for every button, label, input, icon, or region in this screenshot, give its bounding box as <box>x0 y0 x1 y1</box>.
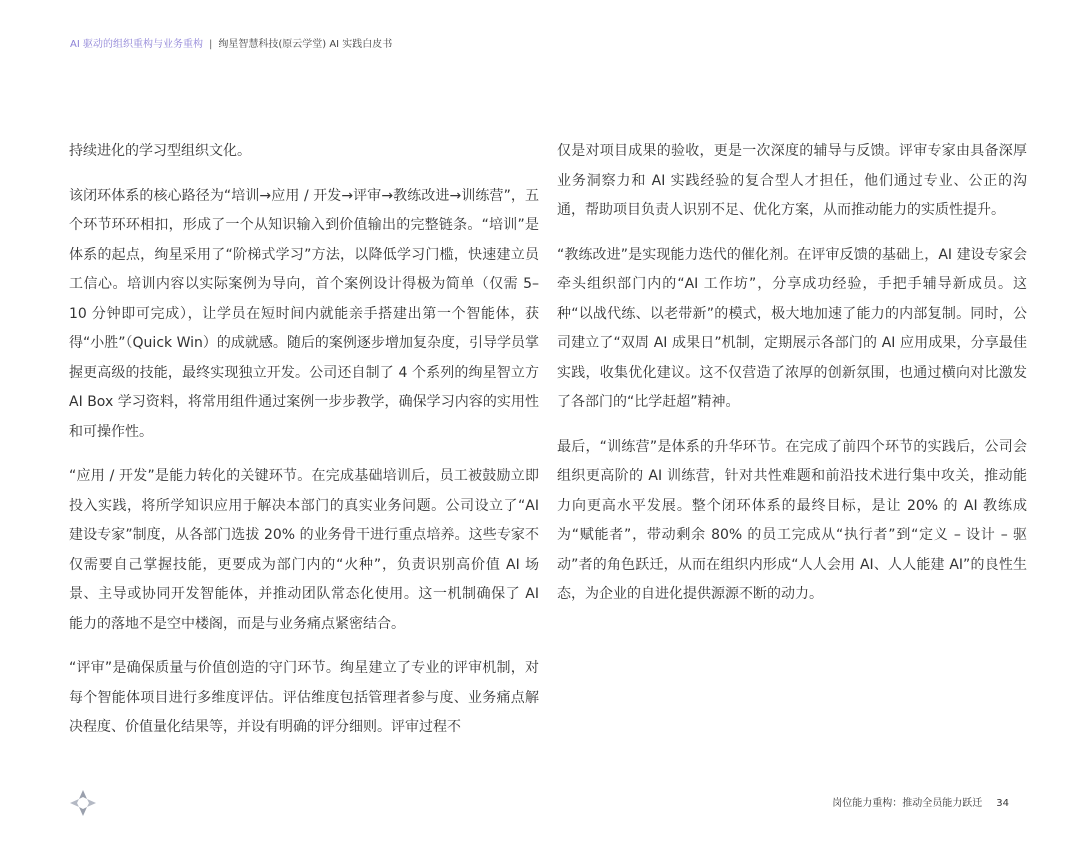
running-header <box>70 38 392 52</box>
paragraph: “教练改进”是实现能力迭代的催化剂。在评审反馈的基础上，AI 建设专家会牵头组织部门内的“AI 工作坊”，分享成功经验，手把手辅导新成员。这种“以战代练、以老带新”的模式，极大地加速了能力的内部复制。同时，公司建立了“双周 AI 成果日”机制，定期展示各部门的 AI 应用成果，分享最佳实践，收集优化建议。这不仅营造了浓厚的创新氛围，也通过横向对比激发了各部门的“比学赶超”精神。 <box>557 246 1027 410</box>
right-text-column <box>557 137 1027 625</box>
header-document-title: 绚星智慧科技(原云学堂) AI 实践白皮书 <box>218 39 393 50</box>
paragraph: 仅是对项目成果的验收，更是一次深度的辅导与反馈。评审专家由具备深厚业务洞察力和 AI 实践经验的复合型人才担任，他们通过专业、公正的沟通，帮助项目负责人识别不足、优化方案，从而推动能力的实质性提升。 <box>557 143 1027 218</box>
page-number: 34 <box>996 798 1009 809</box>
paragraph: 该闭环体系的核心路径为“培训→应用 / 开发→评审→教练改进→训练营”，五个环节环环相扣，形成了一个从知识输入到价值输出的完整链条。“培训”是体系的起点，绚星采用了“阶梯式学习”方法，以降低学习门槛，快速建立员工信心。培训内容以实际案例为导向，首个案例设计得极为简单（仅需 5–10 分钟即可完成），让学员在短时间内就能亲手搭建出第一个智能体，获得“小胜”（Quick Win）的成就感。随后的案例逐步增加复杂度，引导学员掌握更高级的技能，最终实现独立开发。公司还自制了 4 个系列的绚星智立方 AI Box 学习资料，将常用组件通过案例一步步教学，确保学习内容的实用性和可操作性。 <box>69 187 539 440</box>
header-section-title: AI 驱动的组织重构与业务重构 <box>70 39 203 50</box>
header-separator: | <box>208 39 213 50</box>
paragraph: 最后，“训练营”是体系的升华环节。在完成了前四个环节的实践后，公司会组织更高阶的 AI 训练营，针对共性难题和前沿技术进行集中攻关，推动能力向更高水平发展。整个闭环体系的最终目标，是让 20% 的 AI 教练成为“赋能者”，带动剩余 80% 的员工完成从“执行者”到“定义 – 设计 – 驱动”者的角色跃迁，从而在组织内形成“人人会用 AI、人人能建 AI”的良性生态，为企业的自进化提供源源不断的动力。 <box>557 438 1027 602</box>
running-footer <box>832 797 1009 811</box>
left-text-column <box>69 137 539 758</box>
brand-logo-icon <box>68 788 98 818</box>
paragraph: 持续进化的学习型组织文化。 <box>69 143 251 159</box>
footer-chapter-title: 岗位能力重构：推动全员能力跃迁 <box>832 798 983 809</box>
paragraph: “应用 / 开发”是能力转化的关键环节。在完成基础培训后，员工被鼓励立即投入实践，将所学知识应用于解决本部门的真实业务问题。公司设立了“AI 建设专家”制度，从各部门选拔 20% 的业务骨干进行重点培养。这些专家不仅需要自己掌握技能，更要成为部门内的“火种”，负责识别高价值 AI 场景、主导或协同开发智能体，并推动团队常态化使用。这一机制确保了 AI 能力的落地不是空中楼阁，而是与业务痛点紧密结合。 <box>69 468 539 632</box>
paragraph: “评审”是确保质量与价值创造的守门环节。绚星建立了专业的评审机制，对每个智能体项目进行多维度评估。评估维度包括管理者参与度、业务痛点解决程度、价值量化结果等，并设有明确的评分细则。评审过程不 <box>69 660 539 735</box>
